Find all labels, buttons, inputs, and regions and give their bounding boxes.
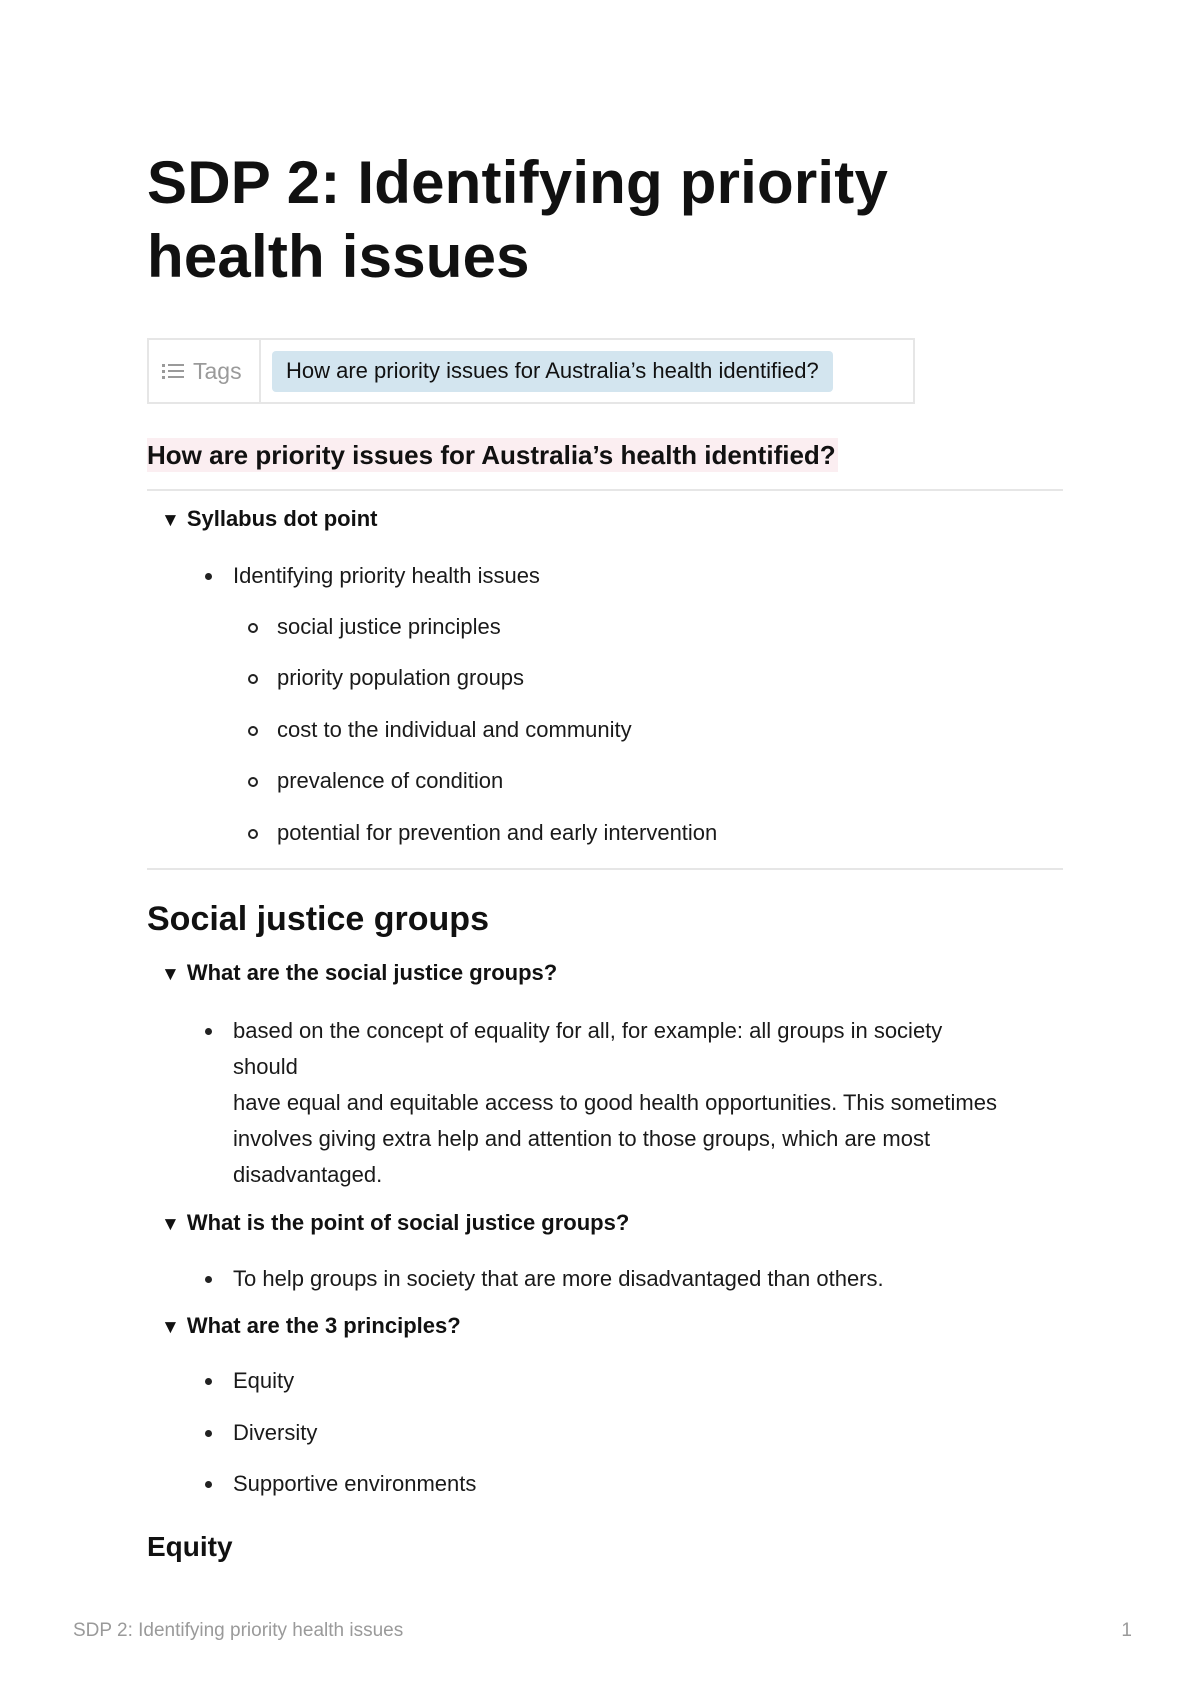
properties-table <box>147 338 915 404</box>
toggle-triangle-icon: ▼ <box>161 510 180 531</box>
toggle-point-of-social-justice-groups[interactable] <box>161 1208 629 1240</box>
subsection-heading: Equity <box>147 1531 233 1562</box>
toggle-label: What are the social justice groups? <box>186 960 558 985</box>
bullet-dot <box>205 573 212 580</box>
bullet-dot <box>205 1028 212 1035</box>
footer-page-number: 1 <box>1121 1620 1132 1641</box>
list-item: prevalence of condition <box>277 768 504 793</box>
toggle-what-are-social-justice-groups[interactable] <box>161 958 557 990</box>
divider <box>147 868 1063 870</box>
list-item: priority population groups <box>277 665 525 690</box>
divider <box>147 489 1063 491</box>
tags-property-key <box>149 340 261 402</box>
bullet-ring <box>248 674 258 684</box>
bullet-ring <box>248 829 258 839</box>
list-item: social justice principles <box>277 614 501 639</box>
list-item <box>233 1013 1013 1193</box>
list-item: Diversity <box>233 1420 318 1445</box>
list-item: To help groups in society that are more disadvantaged than others. <box>233 1266 884 1291</box>
toggle-triangle-icon: ▼ <box>161 1214 180 1235</box>
answer-line: based on the concept of equality for all, for example: all groups in society should <box>233 1018 943 1079</box>
bullet-dot <box>205 1378 212 1385</box>
section-heading: Social justice groups <box>147 900 489 938</box>
list-item: Supportive environments <box>233 1471 477 1496</box>
toggle-label: Syllabus dot point <box>186 506 378 531</box>
bullet-ring <box>248 777 258 787</box>
toggle-triangle-icon: ▼ <box>161 964 180 985</box>
bullet-ring <box>248 726 258 736</box>
bullet-dot <box>205 1276 212 1283</box>
toggle-syllabus-dot-point[interactable] <box>161 504 377 536</box>
section-heading-question: How are priority issues for Australia’s health identified? <box>147 440 836 470</box>
list-item: Equity <box>233 1368 295 1393</box>
answer-line: have equal and equitable access to good health opportunities. This sometimes involves giving extra help and attention to those groups, which are most disadvantaged. <box>233 1090 997 1187</box>
toggle-label: What is the point of social justice groups? <box>186 1210 630 1235</box>
list-icon <box>162 363 184 379</box>
list-item: potential for prevention and early intervention <box>277 820 718 845</box>
bullet-dot <box>205 1481 212 1488</box>
toggle-three-principles[interactable] <box>161 1311 461 1343</box>
page-title: SDP 2: Identifying priority health issues <box>147 149 889 290</box>
tags-property-value <box>261 340 833 402</box>
list-item: Identifying priority health issues <box>233 563 540 588</box>
tags-label: Tags <box>193 357 242 384</box>
bullet-dot <box>205 1430 212 1437</box>
bullet-ring <box>248 623 258 633</box>
tag-chip[interactable]: How are priority issues for Australia’s health identified? <box>272 351 833 392</box>
toggle-triangle-icon: ▼ <box>161 1317 180 1338</box>
footer-doc-title: SDP 2: Identifying priority health issues <box>73 1620 404 1641</box>
list-item: cost to the individual and community <box>277 717 632 742</box>
toggle-label: What are the 3 principles? <box>186 1313 461 1338</box>
